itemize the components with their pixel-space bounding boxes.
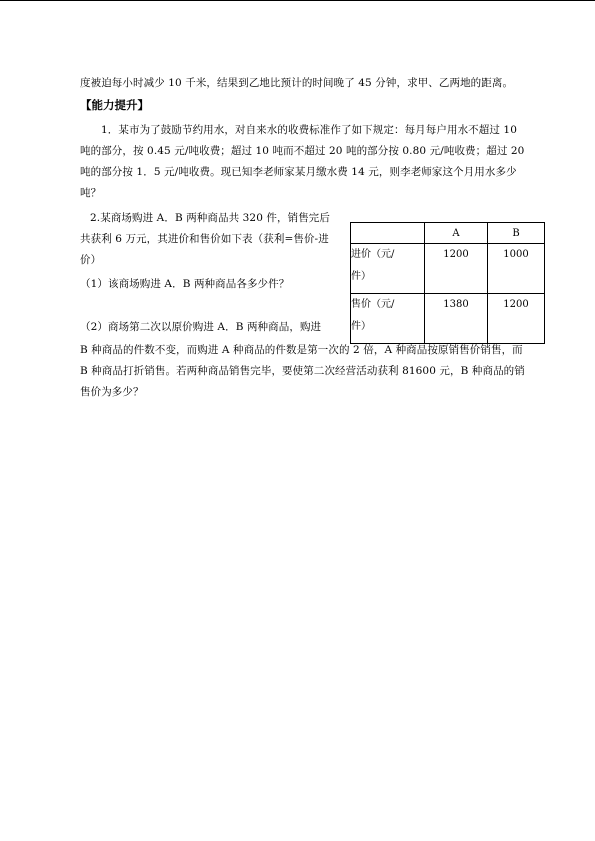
q1-line-1: 1．某市为了鼓励节约用水，对自来水的收费标准作了如下规定：每月每户用水不超过 10 — [101, 124, 517, 136]
q1-line-3: 吨的部分按 1．5 元/吨收费。现已知李老师家某月缴水费 14 元，则李老师家这个月用水多少 — [80, 166, 517, 178]
section-heading: 【能力提升】 — [80, 98, 149, 112]
price-table — [350, 222, 545, 344]
page-top-rule — [0, 0, 595, 1]
table-header-row — [351, 223, 545, 244]
table-header-a: A — [425, 223, 488, 244]
q1-line-4: 吨？ — [80, 187, 102, 199]
q2-line-1: 2.某商场购进 A．B 两种商品共 320 件，销售完后 — [90, 212, 331, 224]
sale-price-b: 1200 — [488, 294, 545, 344]
q2-line-2: 共获利 6 万元，其进价和售价如下表（获利=售价-进 — [80, 233, 329, 245]
q2-sub-question-2-line-2: B 种商品的件数不变，而购进 A 种商品的件数是第一次的 2 倍，A 种商品按原销售价销售，而 — [80, 344, 523, 356]
table-row — [351, 244, 545, 294]
q2-sub-question-2-line-4: 售价为多少？ — [80, 386, 144, 398]
table-row — [351, 294, 545, 344]
q2-sub-question-1: （1）该商场购进 A．B 两种商品各多少件？ — [80, 278, 290, 290]
sale-price-a: 1380 — [425, 294, 488, 344]
cost-price-a: 1200 — [425, 244, 488, 294]
q1-line-2: 吨的部分，按 0.45 元/吨收费；超过 10 吨而不超过 20 吨的部分按 0.80 元/吨收费；超过 20 — [80, 145, 525, 157]
q2-sub-question-2-line-1: （2）商场第二次以原价购进 A．B 两种商品，购进 — [80, 321, 322, 333]
table-corner-cell — [351, 223, 425, 244]
q2-sub-question-2-line-3: B 种商品打折销售。若两种商品销售完毕，要使第二次经营活动获利 81600 元，B 种商品的销 — [80, 365, 525, 377]
q2-line-3: 价） — [80, 254, 102, 266]
row-label-sale-price: 售价（元/ 件） — [351, 294, 425, 344]
previous-problem-tail: 度被迫每小时减少 10 千米，结果到乙地比预计的时间晚了 45 分钟，求甲、乙两地的距离。 — [80, 77, 514, 89]
table-header-b: B — [488, 223, 545, 244]
row-label-cost-price: 进价（元/ 件） — [351, 244, 425, 294]
cost-price-b: 1000 — [488, 244, 545, 294]
